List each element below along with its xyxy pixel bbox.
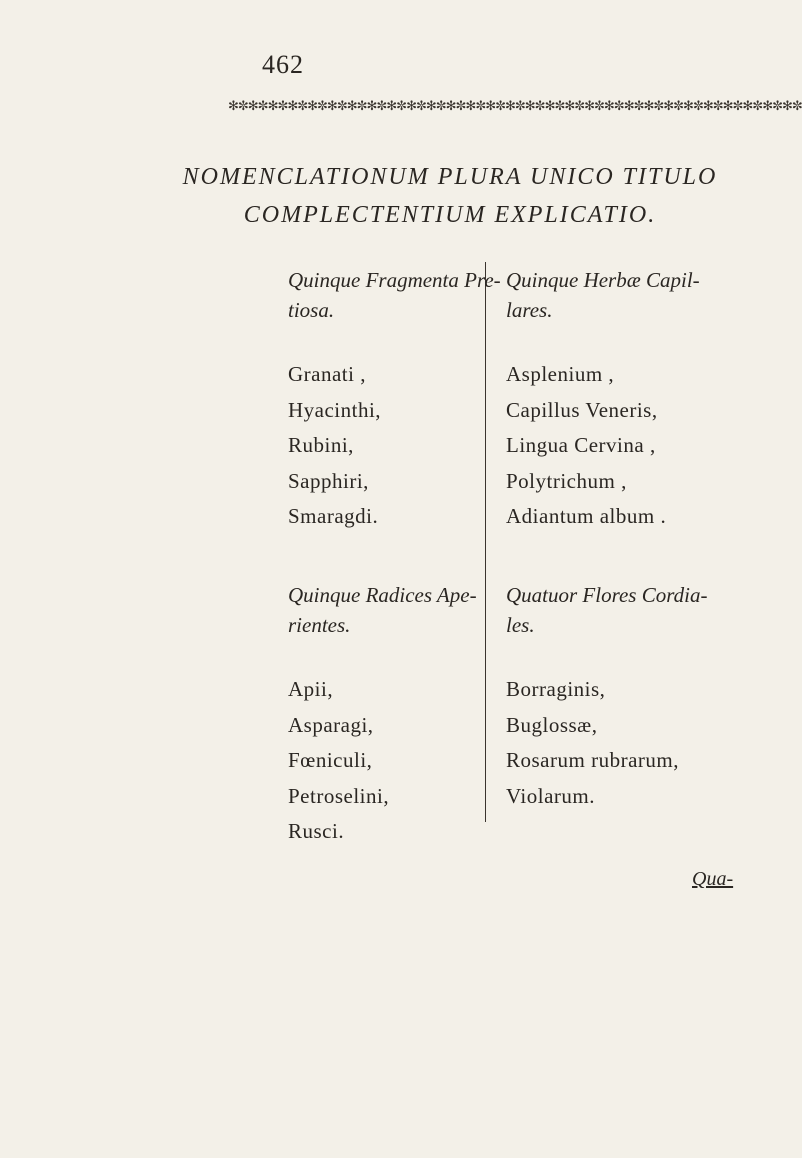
title-line-2: COMPLECTENTIUM EXPLICATIO. [243, 202, 657, 228]
list-item: Petroselini, [288, 783, 390, 808]
list-item: Rubini, [288, 433, 354, 457]
list-item: Borraginis, [506, 677, 606, 701]
list-item: Violarum. [506, 783, 595, 808]
ornament-band: ✻✼✻✼✻✼✻✼✻✼✻✼✻✼✻✼✻✼✻✼✻✼✻✼✻✼✻✼✻✼✻✼✻✼✻✼✻✼✻✼✻✼✻✼✻✼✻✼✻✼✻✼✻✼✻✼✻✼ [228, 98, 802, 113]
list-item: Apii, [288, 677, 334, 701]
list-item: Rusci. [288, 819, 345, 843]
page-number: 462 [262, 50, 304, 79]
list-item: Capillus Veneris, [506, 397, 658, 422]
page-title [130, 158, 770, 234]
list-item: Granati , [288, 362, 366, 386]
item-list [288, 357, 518, 535]
list-item: Adiantum album . [506, 504, 667, 528]
item-list [288, 672, 518, 850]
group-heading: Quinque Fragmenta Pre- tiosa. [288, 268, 501, 322]
list-item: Smaragdi. [288, 504, 379, 528]
group-radices [288, 580, 518, 850]
group-herbae [506, 265, 776, 535]
catchword: Qua- [692, 868, 734, 890]
group-fragmenta [288, 265, 518, 535]
item-list [506, 357, 776, 535]
list-item: Asplenium , [506, 362, 615, 386]
item-list [506, 672, 776, 814]
list-item: Hyacinthi, [288, 397, 382, 422]
list-item: Fœniculi, [288, 748, 373, 772]
list-item: Lingua Cervina , [506, 433, 656, 457]
list-item: Polytrichum , [506, 468, 627, 493]
group-heading: Quinque Herbæ Capil- lares. [506, 268, 700, 322]
group-flores [506, 580, 776, 814]
list-item: Rosarum rubrarum, [506, 748, 679, 772]
group-heading: Quinque Radices Ape- rientes. [288, 583, 477, 637]
group-heading: Quatuor Flores Cordia- les. [506, 583, 708, 637]
title-line-1: NOMENCLATIONUM PLURA UNICO TITULO [182, 164, 718, 190]
list-item: Buglossæ, [506, 712, 598, 737]
list-item: Asparagi, [288, 712, 374, 737]
list-item: Sapphiri, [288, 468, 369, 493]
